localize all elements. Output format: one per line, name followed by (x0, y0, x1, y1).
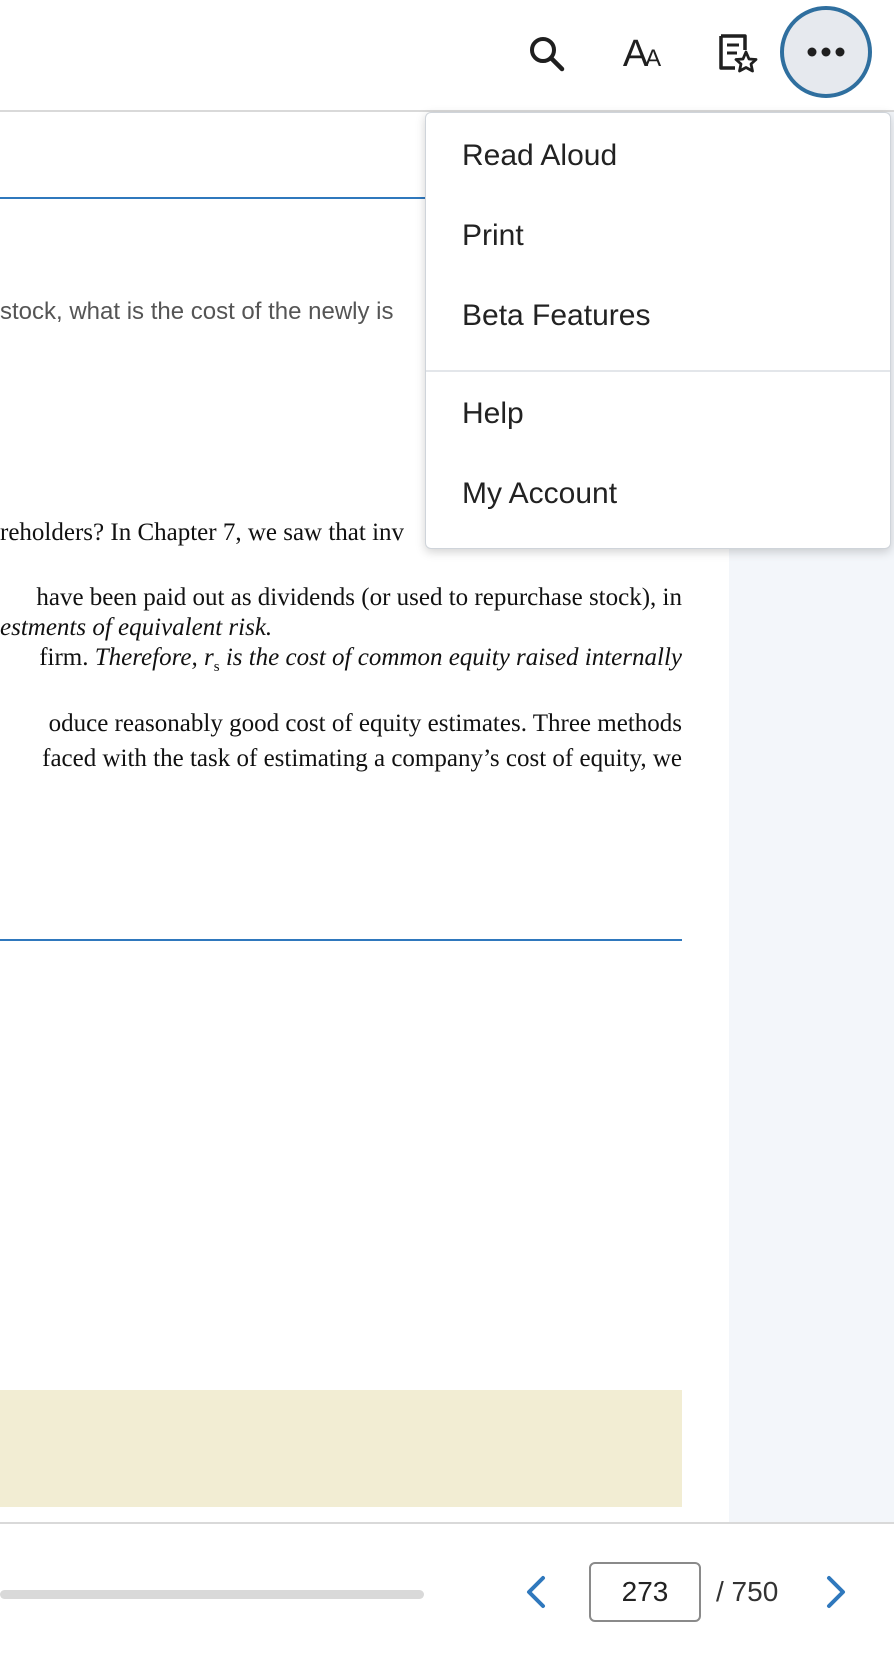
question-text: stock, what is the cost of the newly is (0, 298, 394, 325)
menu-item-my-account[interactable]: My Account (462, 477, 618, 510)
next-page-button[interactable] (806, 1562, 866, 1622)
menu-item-print[interactable]: Print (462, 219, 524, 252)
reading-progress-bar[interactable] (0, 1590, 424, 1599)
page-number-input[interactable] (589, 1562, 701, 1622)
paragraph-line: have been paid out as dividends (or used to repurchase stock), in (36, 584, 682, 611)
menu-item-help[interactable]: Help (462, 397, 524, 430)
paragraph-line: estments of equivalent risk. (0, 614, 273, 641)
font-size-icon: AA (622, 32, 662, 75)
previous-page-button[interactable] (506, 1562, 566, 1622)
highlighted-box (0, 1390, 682, 1507)
bookmarks-button[interactable] (693, 10, 781, 98)
more-horizontal-icon (806, 46, 846, 58)
section-divider (0, 939, 682, 941)
more-options-menu (425, 112, 891, 549)
search-button[interactable] (503, 10, 591, 98)
menu-item-read-aloud[interactable]: Read Aloud (462, 139, 618, 172)
paragraph-line: faced with the task of estimating a company’s cost of equity, we (42, 745, 682, 772)
bottom-navigation-bar (0, 1522, 894, 1662)
paragraph-line: firm. Therefore, $r_s$ is the cost of common equity raised internally (39, 644, 682, 675)
font-settings-button[interactable] (598, 10, 686, 98)
top-toolbar (0, 0, 894, 112)
bookmark-star-icon (715, 32, 759, 76)
section-divider (0, 197, 440, 199)
chevron-left-icon (521, 1575, 551, 1609)
more-options-button[interactable] (780, 6, 872, 98)
menu-item-beta-features[interactable]: Beta Features (462, 299, 651, 332)
page-total-label: / 750 (716, 1576, 779, 1607)
paragraph-line: reholders? In Chapter 7, we saw that inv (0, 519, 405, 546)
search-icon (527, 34, 567, 74)
paragraph-line: oduce reasonably good cost of equity estimates. Three methods (48, 710, 682, 737)
chevron-right-icon (821, 1575, 851, 1609)
menu-divider (426, 370, 890, 372)
